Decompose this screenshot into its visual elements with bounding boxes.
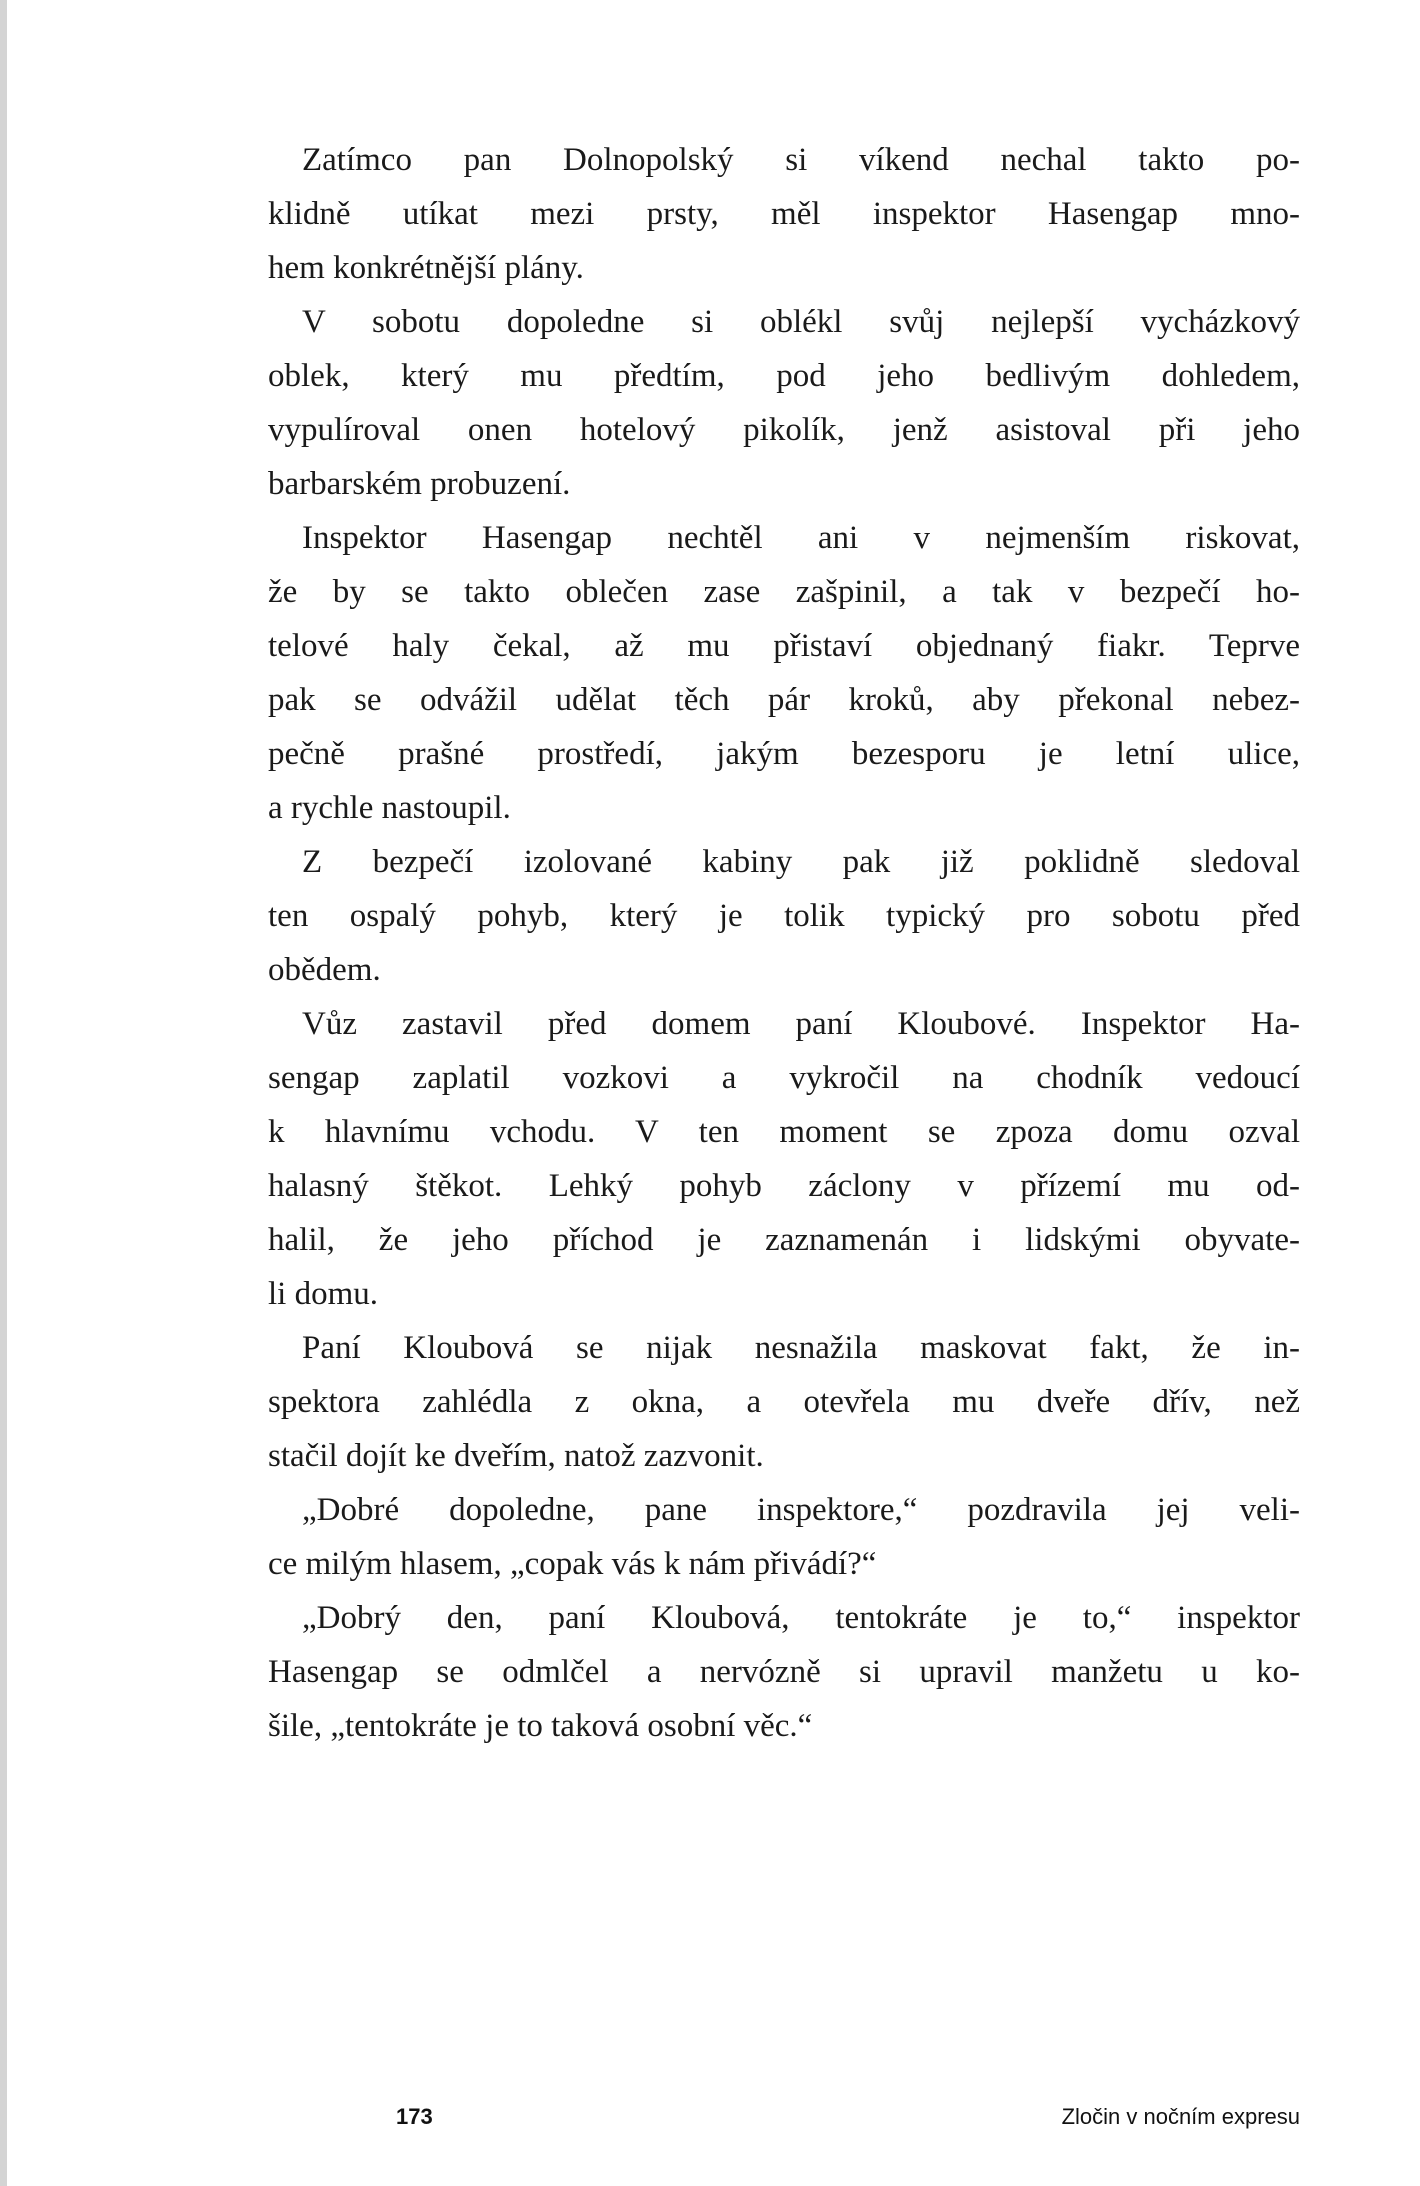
text-line: stačil dojít ke dveřím, natož zazvonit.: [268, 1438, 764, 1474]
paragraph: [268, 997, 1300, 1321]
text-line: šile, „tentokráte je to taková osobní věc.“: [268, 1708, 813, 1744]
text-line: vypulíroval onen hotelový pikolík, jenž asistoval při jeho: [268, 412, 1300, 448]
paragraph: [268, 1591, 1300, 1753]
text-line: a rychle nastoupil.: [268, 790, 511, 826]
paragraph: [268, 1321, 1300, 1483]
text-line: k hlavnímu vchodu. V ten moment se zpoza domu ozval: [268, 1114, 1300, 1150]
text-line: Zatímco pan Dolnopolský si víkend nechal takto po-: [302, 142, 1300, 178]
text-line: pečně prašné prostředí, jakým bezesporu je letní ulice,: [268, 736, 1300, 772]
text-line: hem konkrétnější plány.: [268, 250, 584, 286]
paragraph: [268, 295, 1300, 511]
text-line: ten ospalý pohyb, který je tolik typický pro sobotu před: [268, 898, 1300, 934]
text-line: Z bezpečí izolované kabiny pak již poklidně sledoval: [302, 844, 1300, 880]
text-line: obědem.: [268, 952, 381, 988]
text-line: li domu.: [268, 1276, 379, 1312]
running-footer-title: Zločin v nočním expresu: [1061, 2104, 1300, 2129]
text-line: ce milým hlasem, „copak vás k nám přivádí?“: [268, 1546, 877, 1582]
text-line: že by se takto oblečen zase zašpinil, a tak v bezpečí ho-: [268, 574, 1300, 610]
text-line: klidně utíkat mezi prsty, měl inspektor Hasengap mno-: [268, 196, 1300, 232]
text-line: Hasengap se odmlčel a nervózně si upravil manžetu u ko-: [268, 1654, 1300, 1690]
text-line: Inspektor Hasengap nechtěl ani v nejmenším riskovat,: [302, 520, 1300, 556]
page-edge: [0, 0, 7, 2186]
paragraph: [268, 133, 1300, 295]
text-line: pak se odvážil udělat těch pár kroků, aby překonal nebez-: [268, 682, 1300, 718]
text-line: Vůz zastavil před domem paní Kloubové. Inspektor Ha-: [302, 1006, 1300, 1042]
text-line: spektora zahlédla z okna, a otevřela mu dveře dřív, než: [268, 1384, 1300, 1420]
page-number: 173: [396, 2104, 433, 2129]
paragraph: [268, 835, 1300, 997]
text-line: halil, že jeho příchod je zaznamenán i lidskými obyvate-: [268, 1222, 1300, 1258]
text-line: barbarském probuzení.: [268, 466, 571, 502]
paragraph: [268, 1483, 1300, 1591]
text-line: Paní Kloubová se nijak nesnažila maskovat fakt, že in-: [302, 1330, 1300, 1366]
text-line: halasný štěkot. Lehký pohyb záclony v přízemí mu od-: [268, 1168, 1300, 1204]
text-line: sengap zaplatil vozkovi a vykročil na chodník vedoucí: [268, 1060, 1300, 1096]
text-line: oblek, který mu předtím, pod jeho bedlivým dohledem,: [268, 358, 1300, 394]
text-line: „Dobrý den, paní Kloubová, tentokráte je to,“ inspektor: [302, 1600, 1300, 1636]
text-line: „Dobré dopoledne, pane inspektore,“ pozdravila jej veli-: [302, 1492, 1300, 1528]
text-line: V sobotu dopoledne si oblékl svůj nejlepší vycházkový: [302, 304, 1300, 340]
body-text: [268, 133, 1300, 1753]
text-line: telové haly čekal, až mu přistaví objednaný fiakr. Teprve: [268, 628, 1300, 664]
paragraph: [268, 511, 1300, 835]
